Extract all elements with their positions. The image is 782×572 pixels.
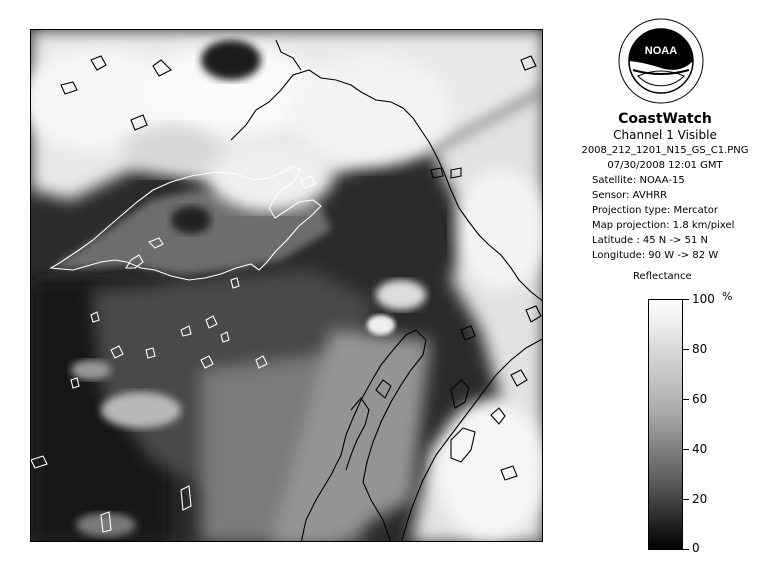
colorbar-tick — [683, 449, 689, 450]
colorbar-tick-label: 40 — [692, 442, 708, 456]
satellite-image — [31, 30, 543, 542]
sensor-text: Sensor: AVHRR — [592, 190, 668, 201]
latitude-text: Latitude : 45 N -> 51 N — [592, 235, 708, 246]
colorbar-tick — [683, 549, 689, 550]
satellite-image-panel — [30, 29, 543, 542]
colorbar-tick-label: 80 — [692, 342, 708, 356]
channel-title: Channel 1 Visible — [613, 128, 717, 142]
colorbar-tick-label: 100 — [692, 292, 715, 306]
noaa-logo-text: NOAA — [644, 45, 678, 57]
projection-type-text: Projection type: Mercator — [592, 205, 718, 216]
colorbar-unit: % — [722, 290, 733, 303]
noaa-logo — [618, 18, 704, 104]
colorbar-tick-label: 20 — [692, 492, 708, 506]
filename-text: 2008_212_1201_N15_GS_C1.PNG — [581, 145, 749, 156]
map-projection-text: Map projection: 1.8 km/pixel — [592, 220, 735, 231]
product-info-panel — [560, 110, 770, 263]
reflectance-colorbar — [648, 299, 683, 550]
noaa-logo-icon — [618, 18, 704, 104]
datetime-text: 07/30/2008 12:01 GMT — [607, 160, 723, 171]
colorbar-tick — [683, 349, 689, 350]
colorbar-tick — [683, 399, 689, 400]
colorbar-title: Reflectance — [633, 271, 692, 282]
colorbar-tick-label: 60 — [692, 392, 708, 406]
colorbar-tick — [683, 299, 689, 300]
colorbar-tick — [683, 499, 689, 500]
longitude-text: Longitude: 90 W -> 82 W — [592, 250, 719, 261]
product-brand: CoastWatch — [618, 111, 712, 127]
satellite-text: Satellite: NOAA-15 — [592, 175, 685, 186]
colorbar-tick-label: 0 — [692, 541, 700, 555]
